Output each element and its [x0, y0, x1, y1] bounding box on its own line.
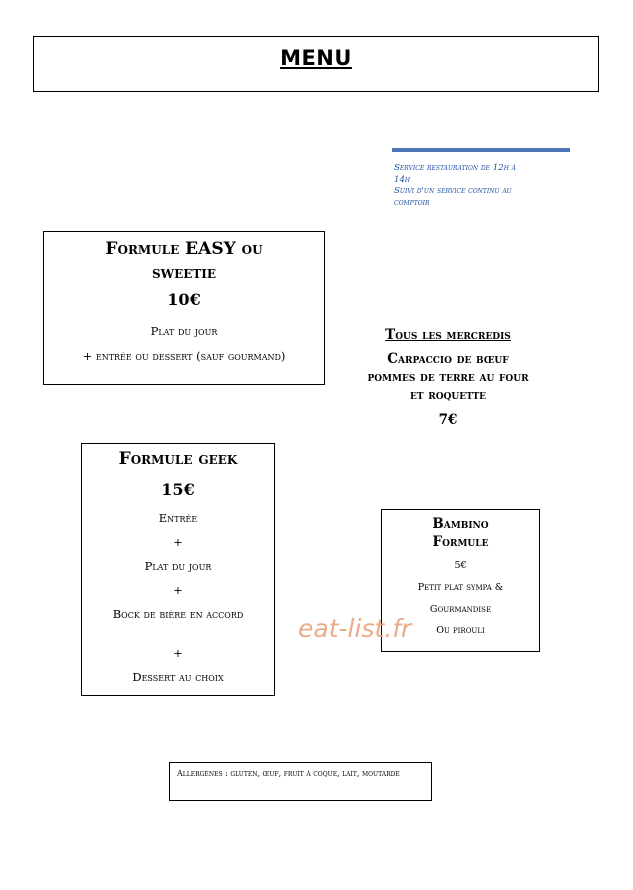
formule-geek-item: +	[173, 646, 183, 660]
formule-geek-item: Dessert au choix	[132, 670, 224, 684]
wednesday-price: 7€	[438, 412, 458, 428]
service-rule	[392, 148, 570, 152]
bambino-line3: Ou pirouli	[436, 625, 485, 636]
bambino-heading-line2: Formule	[432, 534, 489, 550]
formule-geek-box	[81, 443, 275, 696]
formule-easy-line2: + entrée ou dessert (sauf gourmand)	[82, 349, 286, 363]
service-hours-note	[394, 163, 569, 209]
service-line: Suivi d'un service continu au	[394, 186, 512, 196]
formule-easy-heading	[44, 237, 324, 285]
service-line: Service restauration de 12h à	[394, 163, 516, 173]
watermark: eat-list.fr	[298, 614, 412, 643]
formule-easy-line1: Plat du jour	[150, 324, 218, 338]
service-line: 14h	[394, 174, 411, 185]
allergens-box	[169, 762, 432, 801]
formule-easy-box	[43, 231, 325, 385]
formule-geek-item: Bock de bière en accord	[112, 607, 244, 621]
menu-title-box	[33, 36, 599, 92]
bambino-heading	[382, 515, 539, 551]
formule-easy-heading-line2: sweetie	[151, 263, 217, 283]
wednesday-special	[335, 327, 561, 428]
formule-geek-heading: Formule geek	[118, 449, 238, 469]
bambino-line1: Petit plat sympa &	[417, 582, 504, 593]
wednesday-title: Tous les mercredis	[385, 327, 511, 343]
formule-easy-heading-line1: Formule EASY ou	[105, 239, 263, 259]
formule-geek-item: +	[173, 583, 183, 597]
bambino-price: 5€	[454, 560, 467, 571]
wednesday-dish-line3: et roquette	[409, 387, 487, 403]
wednesday-dish	[335, 350, 561, 404]
service-line: comptoir	[394, 197, 430, 208]
formule-geek-item: Plat du jour	[144, 559, 212, 573]
formule-easy-price: 10€	[167, 290, 201, 309]
bambino-heading-line1: Bambino	[432, 516, 489, 532]
wednesday-dish-line1: Carpaccio de bœuf	[387, 351, 509, 367]
bambino-line2: Gourmandise	[429, 604, 492, 615]
formule-geek-price: 15€	[161, 480, 195, 499]
menu-title: MENU	[280, 46, 352, 70]
formule-geek-item: Entrée	[158, 511, 198, 525]
allergens-text: Allergènes : gluten, œuf, fruit à coque, lait, moutarde	[177, 769, 400, 778]
wednesday-dish-line2: pommes de terre au four	[367, 369, 529, 385]
formule-geek-item: +	[173, 535, 183, 549]
